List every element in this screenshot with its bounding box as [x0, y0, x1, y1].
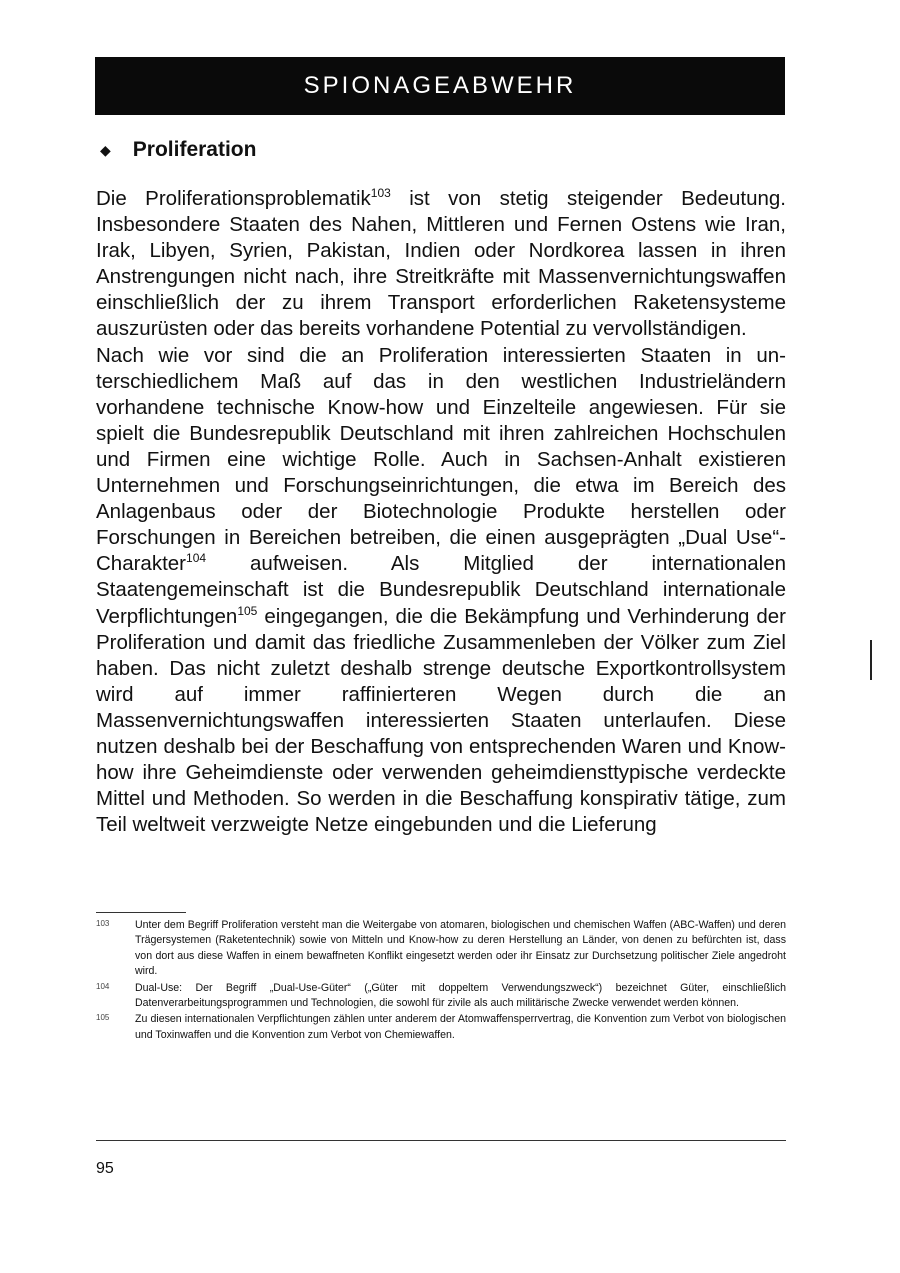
- footnote-number: 104: [96, 981, 110, 991]
- diamond-bullet-icon: ◆: [100, 141, 111, 158]
- footnote-separator: [96, 912, 186, 913]
- footnote: [96, 918, 786, 980]
- footnote-number: 105: [96, 1013, 110, 1023]
- footnote-text: Zu diesen internationalen Verpflichtungen zählen unter anderem der Atomwaffensperrvertrag, die Konvention zum Verbot von biologischen und Toxinwaffen und die Konvention zum Verbot von Chemiewaffen.: [135, 1013, 786, 1041]
- page-header-bar: [95, 57, 785, 115]
- footnote-ref-104: 104: [186, 551, 207, 566]
- paragraph-2: Nach wie vor sind die an Proliferation interessierten Staaten in unterschiedlichem Maß auf das in den westlichen Industrieländern vorhandene technische Know-how und Einzelteile angewiesen. Für sie spielt die Bundesrepublik Deutschland mit ihren zahlreichen Hochschulen und Firmen eine wichtige Rolle. Auch in Sachsen-Anhalt existieren Unternehmen und Forschungseinrichtungen, die etwa im Bereich des Anlagenbaus oder der Biotechnologie Produkte herstellen oder Forschungen in Bereichen betreiben, die einen ausgeprägten „Dual Use“-Charakter$^{104}$ aufweisen. Als Mitglied der internationalen Staatengemeinschaft ist die Bundesrepublik Deutschland internationale Verpflichtungen$^{105}$ eingegangen, die die Bekämpfung und Verhinderung der Proliferation und damit das friedliche Zusammenleben der Völker zum Ziel haben. Das nicht zuletzt deshalb strenge deutsche Exportkontrollsystem wird auf immer raffinierteren Wegen durch die an Massenvernichtungswaffen interessierten Staaten unterlaufen. Diese nutzen deshalb bei der Beschaffung von entsprechenden Waren und Know-how ihre Geheimdienste oder verwenden geheimdiensttypische verdeckte Mittel und Methoden. So werden in die Beschaffung konspirativ tätige, zum Teil weltweit verzweigte Netze eingebunden und die Lieferung: [96, 343, 786, 837]
- section-heading: [100, 138, 256, 162]
- footnote-text: Unter dem Begriff Proliferation versteht man die Weitergabe von atomaren, biologischen und chemischen Waffen (ABC-Waffen) und deren Trägersystemen (Raketentechnik) sowie von Mitteln und Know-how zu deren Herstellung an Länder, von denen zu befürchten ist, dass von dort aus diese Waffen in einem bewaffneten Konflikt eingesetzt werden oder ihr Einsatz zur Durchsetzung politischer Ziele angedroht wird.: [135, 919, 786, 978]
- footnote: [96, 1012, 786, 1043]
- footnote-text: Dual-Use: Der Begriff „Dual-Use-Güter“ („Güter mit doppeltem Verwendungszweck“) bezeichnet Güter, einschließlich Datenverarbeitungsprogrammen und Technologien, die sowohl für zivile als auch militärische Zwecke verwendet werden können.: [135, 981, 786, 1010]
- footnote-ref-103: 103: [370, 186, 391, 201]
- margin-change-bar: [870, 640, 872, 680]
- footnotes: [96, 918, 786, 1044]
- body-text: [96, 186, 786, 838]
- footnote: [96, 981, 786, 1012]
- footnote-number: 103: [96, 919, 110, 928]
- header-title: SPIONAGEABWEHR: [303, 72, 577, 99]
- paragraph-1: Die Proliferationsproblematik$^{103}$ ist von stetig steigender Bedeutung. Insbesondere Staaten des Nahen, Mittleren und Fernen Ostens wie Iran, Irak, Libyen, Syrien, Pakistan, Indien oder Nordkorea lassen in ihren Anstrengungen nicht nach, ihre Streitkräfte mit Massenvernichtungswaffen einschließlich der zu ihrem Transport erforderlichen Raketensysteme auszurüsten oder das bereits vorhandene Potential zu vervollständigen.: [96, 186, 787, 341]
- page-footer-rule: [96, 1140, 786, 1141]
- section-heading-text: Proliferation: [132, 138, 257, 161]
- page-number: 95: [96, 1160, 114, 1177]
- footnote-ref-105: 105: [237, 603, 258, 618]
